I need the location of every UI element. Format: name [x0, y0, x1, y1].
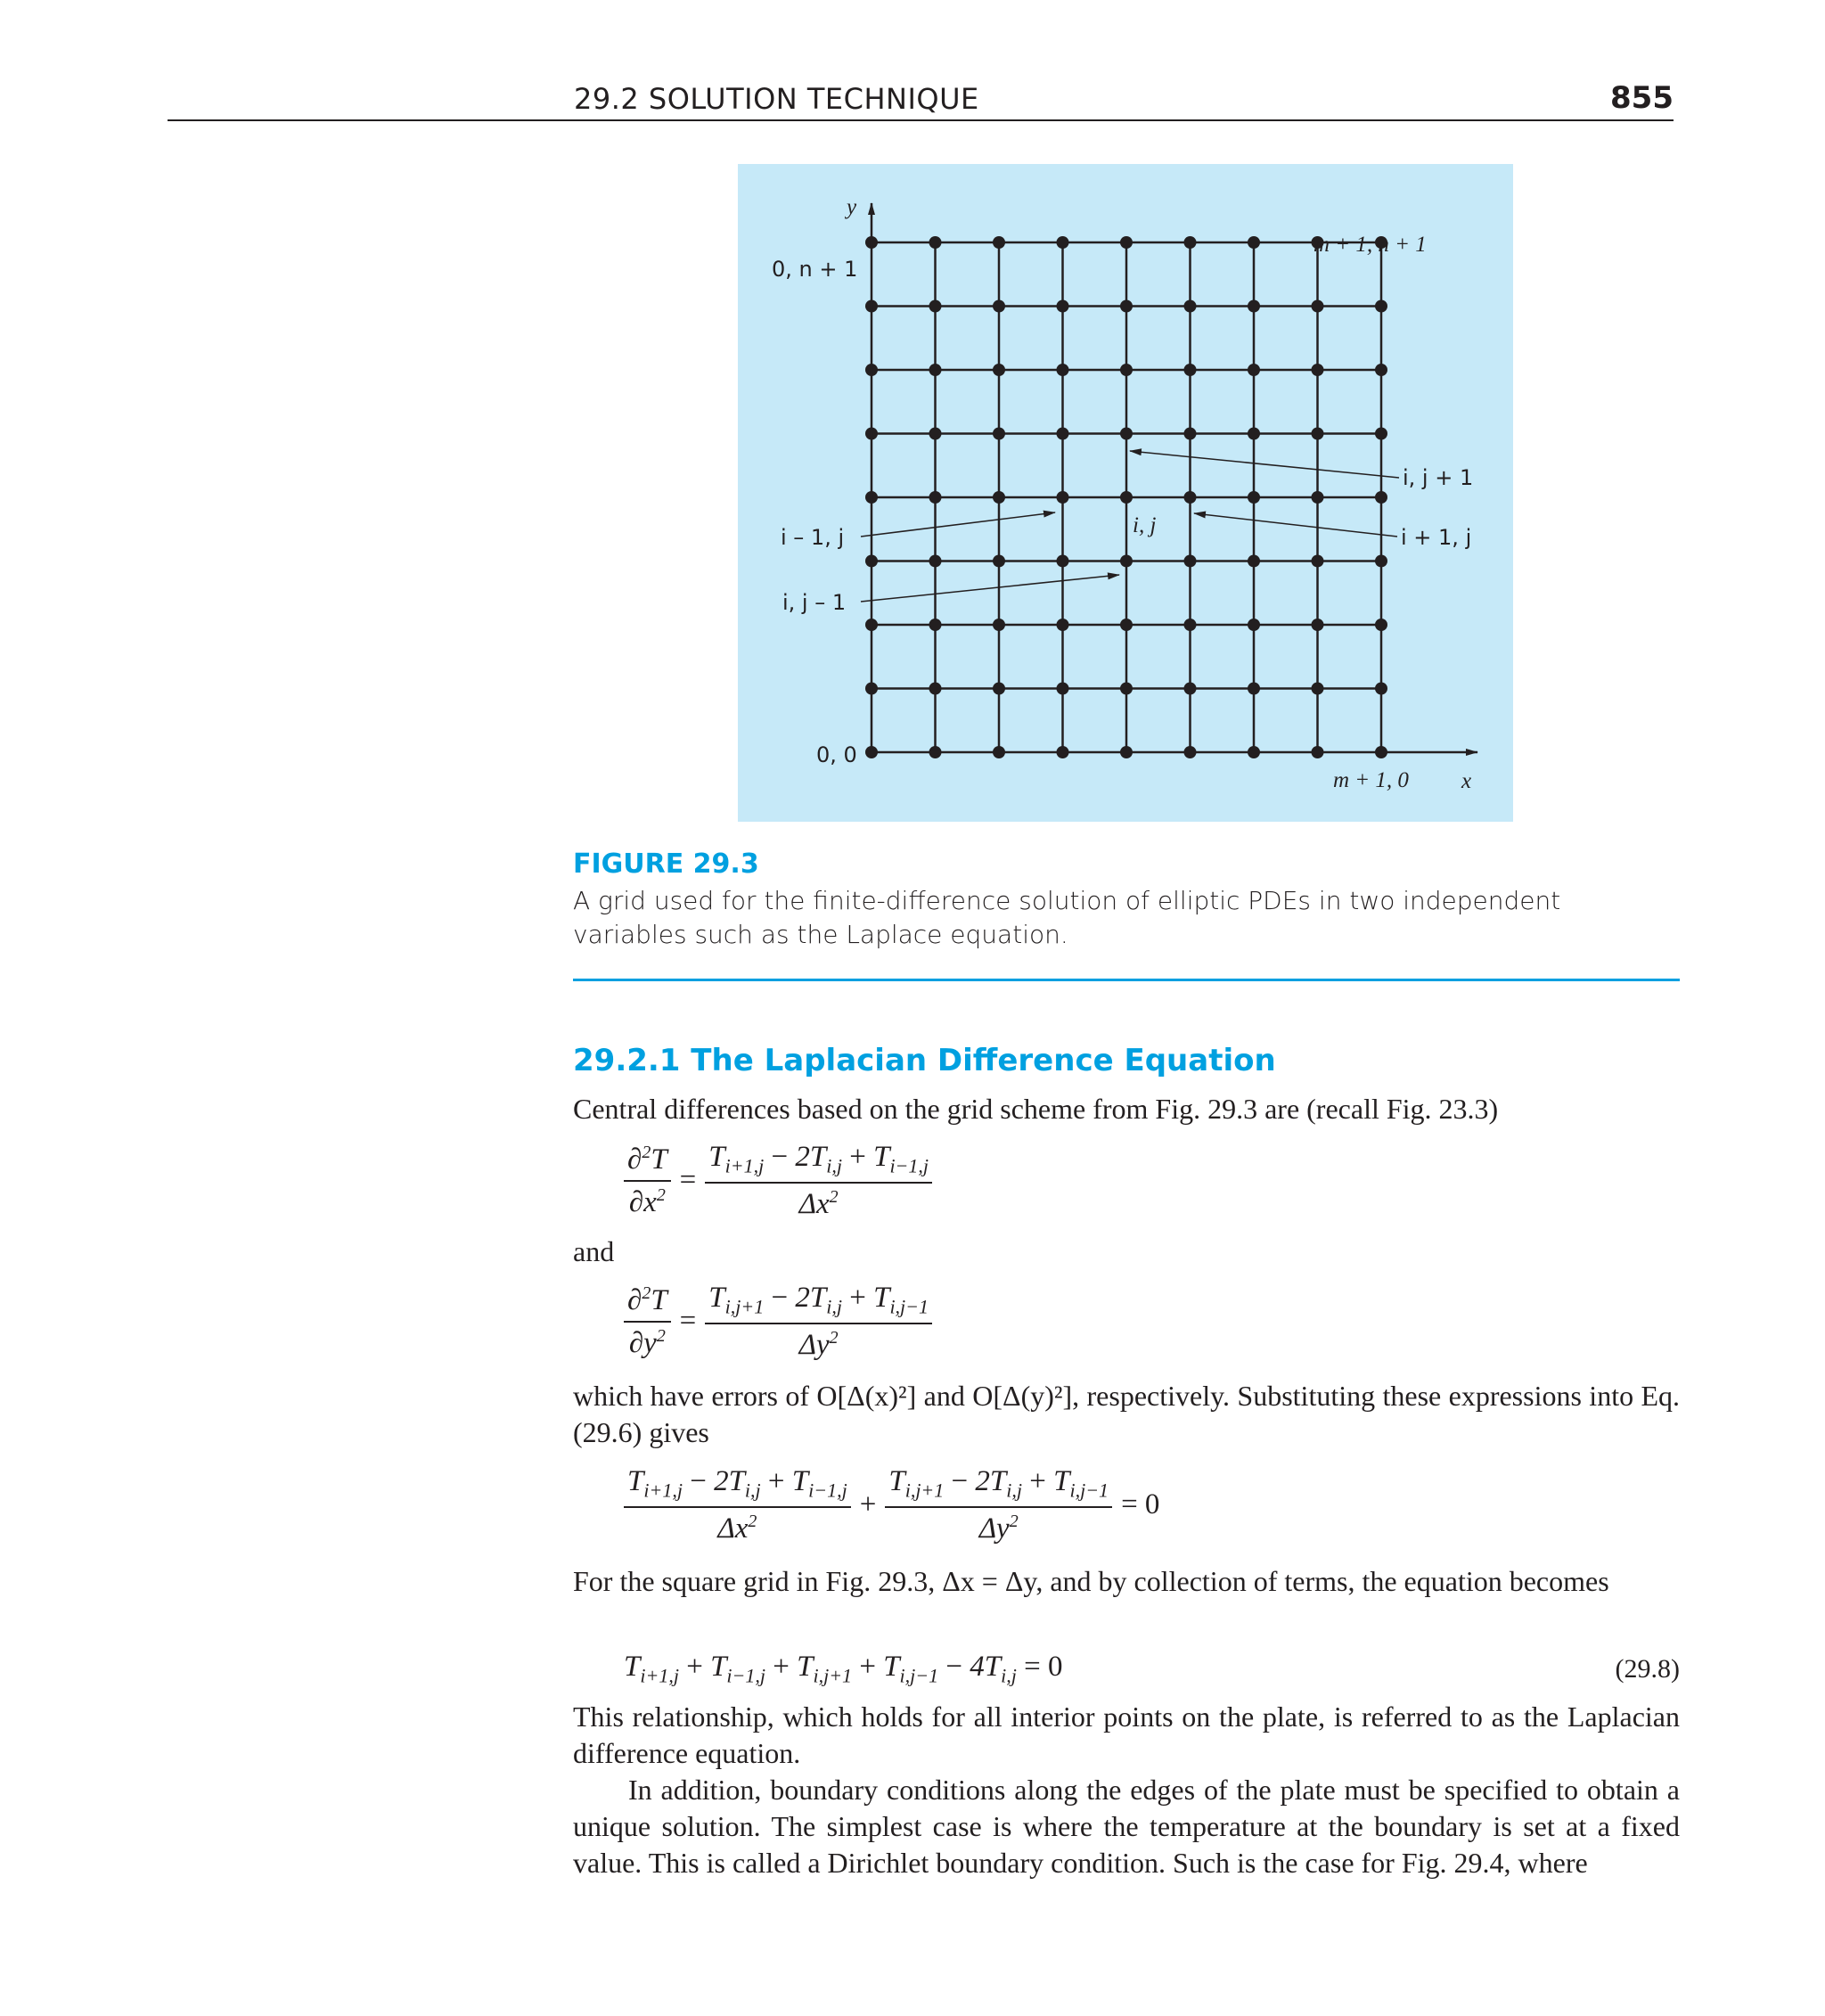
figure-caption: A grid used for the finite-difference solution of elliptic PDEs in two independent variables such as the Laplace equation. [573, 886, 1561, 949]
grid-node [1120, 428, 1133, 440]
grid-node [929, 555, 942, 568]
grid-node [1248, 619, 1260, 631]
grid-node [1312, 428, 1324, 440]
grid-node [929, 364, 942, 376]
grid-node [1248, 428, 1260, 440]
grid-node [993, 491, 1005, 504]
label-top-left: 0, n + 1 [772, 257, 858, 282]
grid-node [993, 683, 1005, 695]
section-title: 29.2 SOLUTION TECHNIQUE [574, 82, 979, 116]
paragraph-boundary: In addition, boundary conditions along the edges of the plate must be specified to obtain a unique solution. The simplest case is where the temperature at the boundary is set at a fixed value. This is called a Dirichlet boundary condition. Such is the case for Fig. 29.4, where [573, 1774, 1680, 1879]
grid-node [929, 619, 942, 631]
paragraph-errors: which have errors of O[Δ(x)²] and O[Δ(y)²], respectively. Substituting these expressions into Eq. (29.6) gives [573, 1380, 1680, 1448]
grid-node [1375, 491, 1387, 504]
grid-node [1312, 364, 1324, 376]
label-top-right: m + 1, n + 1 [1314, 233, 1427, 257]
label-im1-j: i – 1, j [781, 525, 845, 550]
grid-node [1312, 683, 1324, 695]
pointer-ip1-j [1194, 513, 1397, 537]
label-ip1-j: i + 1, j [1401, 525, 1472, 550]
section-heading: 29.2.1 The Laplacian Difference Equation [573, 1043, 1276, 1078]
label-i-jm1: i, j – 1 [782, 590, 847, 615]
y-axis-label: y [847, 195, 857, 219]
grid-node [929, 428, 942, 440]
figure-label: FIGURE 29.3 [573, 848, 759, 880]
grid-node [1248, 555, 1260, 568]
grid-node [1375, 619, 1387, 631]
grid-node [1248, 683, 1260, 695]
equation-d2x: $\frac{\partial^2T}{\partial x^2}$ = $\frac{T_{i+1,j} - 2T_{i,j} + T_{i-1,j}}{\Delta x^2}$ [624, 1141, 932, 1221]
grid-node [1375, 300, 1387, 313]
grid-node [929, 236, 942, 249]
page-number: 855 [1610, 80, 1674, 116]
grid-node [1057, 364, 1069, 376]
grid-node [1375, 683, 1387, 695]
grid-node [1312, 555, 1324, 568]
text-and: and [573, 1235, 615, 1267]
grid-node [993, 428, 1005, 440]
grid-node [1184, 619, 1197, 631]
grid-node [1184, 491, 1197, 504]
grid-node [1248, 364, 1260, 376]
grid-node [1057, 428, 1069, 440]
equation-combined: $\frac{T_{i+1,j} - 2T_{i,j} + T_{i-1,j}}{\Delta x^2}$ + $\frac{T_{i,j+1} - 2T_{i,j} + T_{i,j-1}}{\Delta y^2}$ = 0 [624, 1465, 1168, 1545]
paragraph-relationship: This relationship, which holds for all interior points on the plate, is referred to as the Laplacian difference equation. [573, 1700, 1680, 1769]
grid-node [1184, 236, 1197, 249]
grid-node [1375, 555, 1387, 568]
paragraph-square-grid: For the square grid in Fig. 29.3, Δx = Δy, and by collection of terms, the equation becomes [573, 1565, 1609, 1597]
label-i-jp1: i, j + 1 [1403, 465, 1474, 490]
grid-node [1184, 683, 1197, 695]
grid-node [1312, 300, 1324, 313]
running-header [168, 77, 1674, 121]
equation-number: (29.8) [1615, 1654, 1680, 1684]
grid-node [1120, 364, 1133, 376]
grid-node [993, 619, 1005, 631]
grid-node [929, 300, 942, 313]
grid-node [1312, 619, 1324, 631]
grid-node [1184, 364, 1197, 376]
grid-node [993, 364, 1005, 376]
grid-node [1248, 300, 1260, 313]
label-i-j: i, j [1133, 513, 1157, 537]
grid-node [1120, 619, 1133, 631]
grid-node [1248, 236, 1260, 249]
grid-node [1057, 683, 1069, 695]
grid-node [1184, 300, 1197, 313]
label-bottom-right: m + 1, 0 [1333, 768, 1409, 792]
grid-node [1248, 491, 1260, 504]
grid-node [1120, 300, 1133, 313]
grid-node [993, 300, 1005, 313]
grid-node [1120, 683, 1133, 695]
grid-node [1312, 491, 1324, 504]
pointer-i-jp1 [1130, 451, 1399, 478]
grid-node [1184, 428, 1197, 440]
equation-29-8: $T_{i+1,j} + T_{i-1,j} + T_{i,j+1} + T_{i,j-1} - 4T_{i,j} = 0$ [624, 1651, 1063, 1687]
grid-node [929, 491, 942, 504]
grid-node [1057, 300, 1069, 313]
figure-grid-panel [738, 164, 1513, 822]
label-origin: 0, 0 [816, 742, 857, 767]
grid-node [1057, 491, 1069, 504]
grid-node [1375, 364, 1387, 376]
grid-node [1120, 236, 1133, 249]
grid-node [1120, 555, 1133, 568]
grid-node [993, 236, 1005, 249]
grid-node [1184, 555, 1197, 568]
grid-node [1375, 428, 1387, 440]
pointer-i-jm1 [861, 575, 1119, 602]
grid-diagram [738, 164, 1513, 822]
grid-node [1057, 619, 1069, 631]
figure-divider [573, 979, 1680, 981]
grid-node [1057, 236, 1069, 249]
grid-node [1120, 491, 1133, 504]
pointer-im1-j [861, 512, 1055, 537]
paragraph-intro: Central differences based on the grid scheme from Fig. 29.3 are (recall Fig. 23.3) [573, 1093, 1499, 1125]
grid-node [1057, 555, 1069, 568]
grid-node [993, 555, 1005, 568]
x-axis-label: x [1461, 769, 1472, 793]
grid-node [929, 683, 942, 695]
equation-d2y: $\frac{\partial^2T}{\partial y^2}$ = $\frac{T_{i,j+1} - 2T_{i,j} + T_{i,j-1}}{\Delta y^2}$ [624, 1282, 932, 1362]
